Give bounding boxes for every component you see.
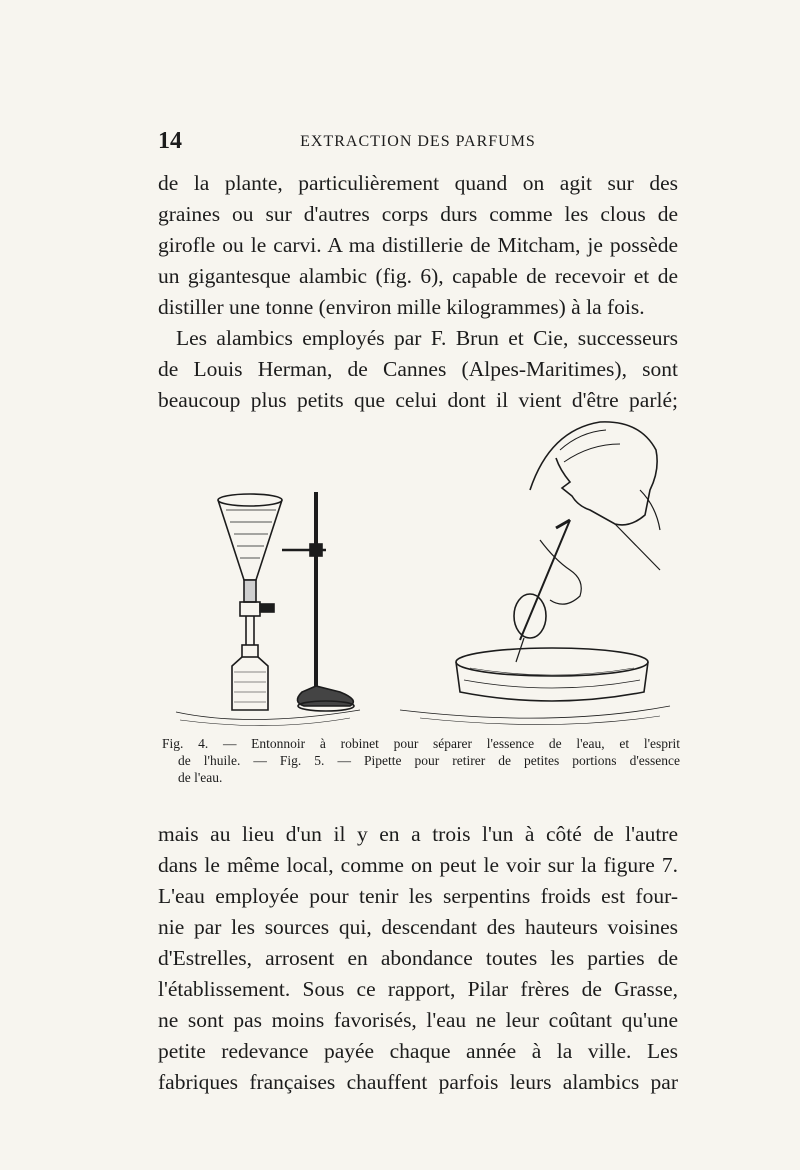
caption-line: de l'eau. bbox=[178, 770, 223, 785]
text-line: d'Estrelles, arrosent en abondance toutes les parties de bbox=[158, 946, 678, 970]
text-line: nie par les sources qui, descendant des hauteurs voisines bbox=[158, 915, 678, 939]
engraving bbox=[160, 410, 680, 735]
running-head: EXTRACTION DES PARFUMS bbox=[300, 133, 536, 150]
text-line: fabriques françaises chauffent parfois leurs alambics par bbox=[158, 1070, 678, 1094]
text-line: de Louis Herman, de Cannes (Alpes-Maritimes), sont bbox=[158, 357, 678, 381]
man-with-pipette-icon bbox=[514, 422, 660, 662]
text-line: de la plante, particulièrement quand on agit sur des bbox=[158, 171, 678, 195]
text-block-top bbox=[158, 168, 678, 416]
text-line: Les alambics employés par F. Brun et Cie, successeurs bbox=[176, 326, 678, 350]
text-line: dans le même local, comme on peut le voir sur la figure 7. bbox=[158, 853, 678, 877]
text-line: beaucoup plus petits que celui dont il vient d'être parlé; bbox=[158, 388, 678, 412]
figure-illustration bbox=[160, 410, 680, 735]
text-line: mais au lieu d'un il y en a trois l'un à côté de l'autre bbox=[158, 822, 678, 846]
text-line: girofle ou le carvi. A ma distillerie de Mitcham, je possède bbox=[158, 233, 678, 257]
bottle-icon bbox=[232, 645, 268, 710]
text-line: L'eau employée pour tenir les serpentins froids est four- bbox=[158, 884, 678, 908]
figure-caption bbox=[162, 735, 680, 786]
caption-line: de l'huile. — Fig. 5. — Pipette pour retirer de petites portions d'essence bbox=[178, 753, 680, 768]
page-header bbox=[158, 128, 678, 158]
text-block-bottom bbox=[158, 819, 678, 1098]
text-line: un gigantesque alambic (fig. 6), capable de recevoir et de bbox=[158, 264, 678, 288]
text-line: l'établissement. Sous ce rapport, Pilar frères de Grasse, bbox=[158, 977, 678, 1001]
caption-line: Fig. 4. — Entonnoir à robinet pour séparer l'essence de l'eau, et l'esprit bbox=[162, 736, 680, 751]
text-line: ne sont pas moins favorisés, l'eau ne leur coûtant qu'une bbox=[158, 1008, 678, 1032]
text-line: distiller une tonne (environ mille kilogrammes) à la fois. bbox=[158, 295, 645, 319]
page-number: 14 bbox=[158, 128, 182, 154]
separatory-funnel-icon bbox=[218, 494, 282, 645]
basin-icon bbox=[400, 648, 670, 725]
text-line: graines ou sur d'autres corps durs comme les clous de bbox=[158, 202, 678, 226]
text-line: petite redevance payée chaque année à la ville. Les bbox=[158, 1039, 678, 1063]
retort-stand-icon bbox=[282, 492, 354, 711]
